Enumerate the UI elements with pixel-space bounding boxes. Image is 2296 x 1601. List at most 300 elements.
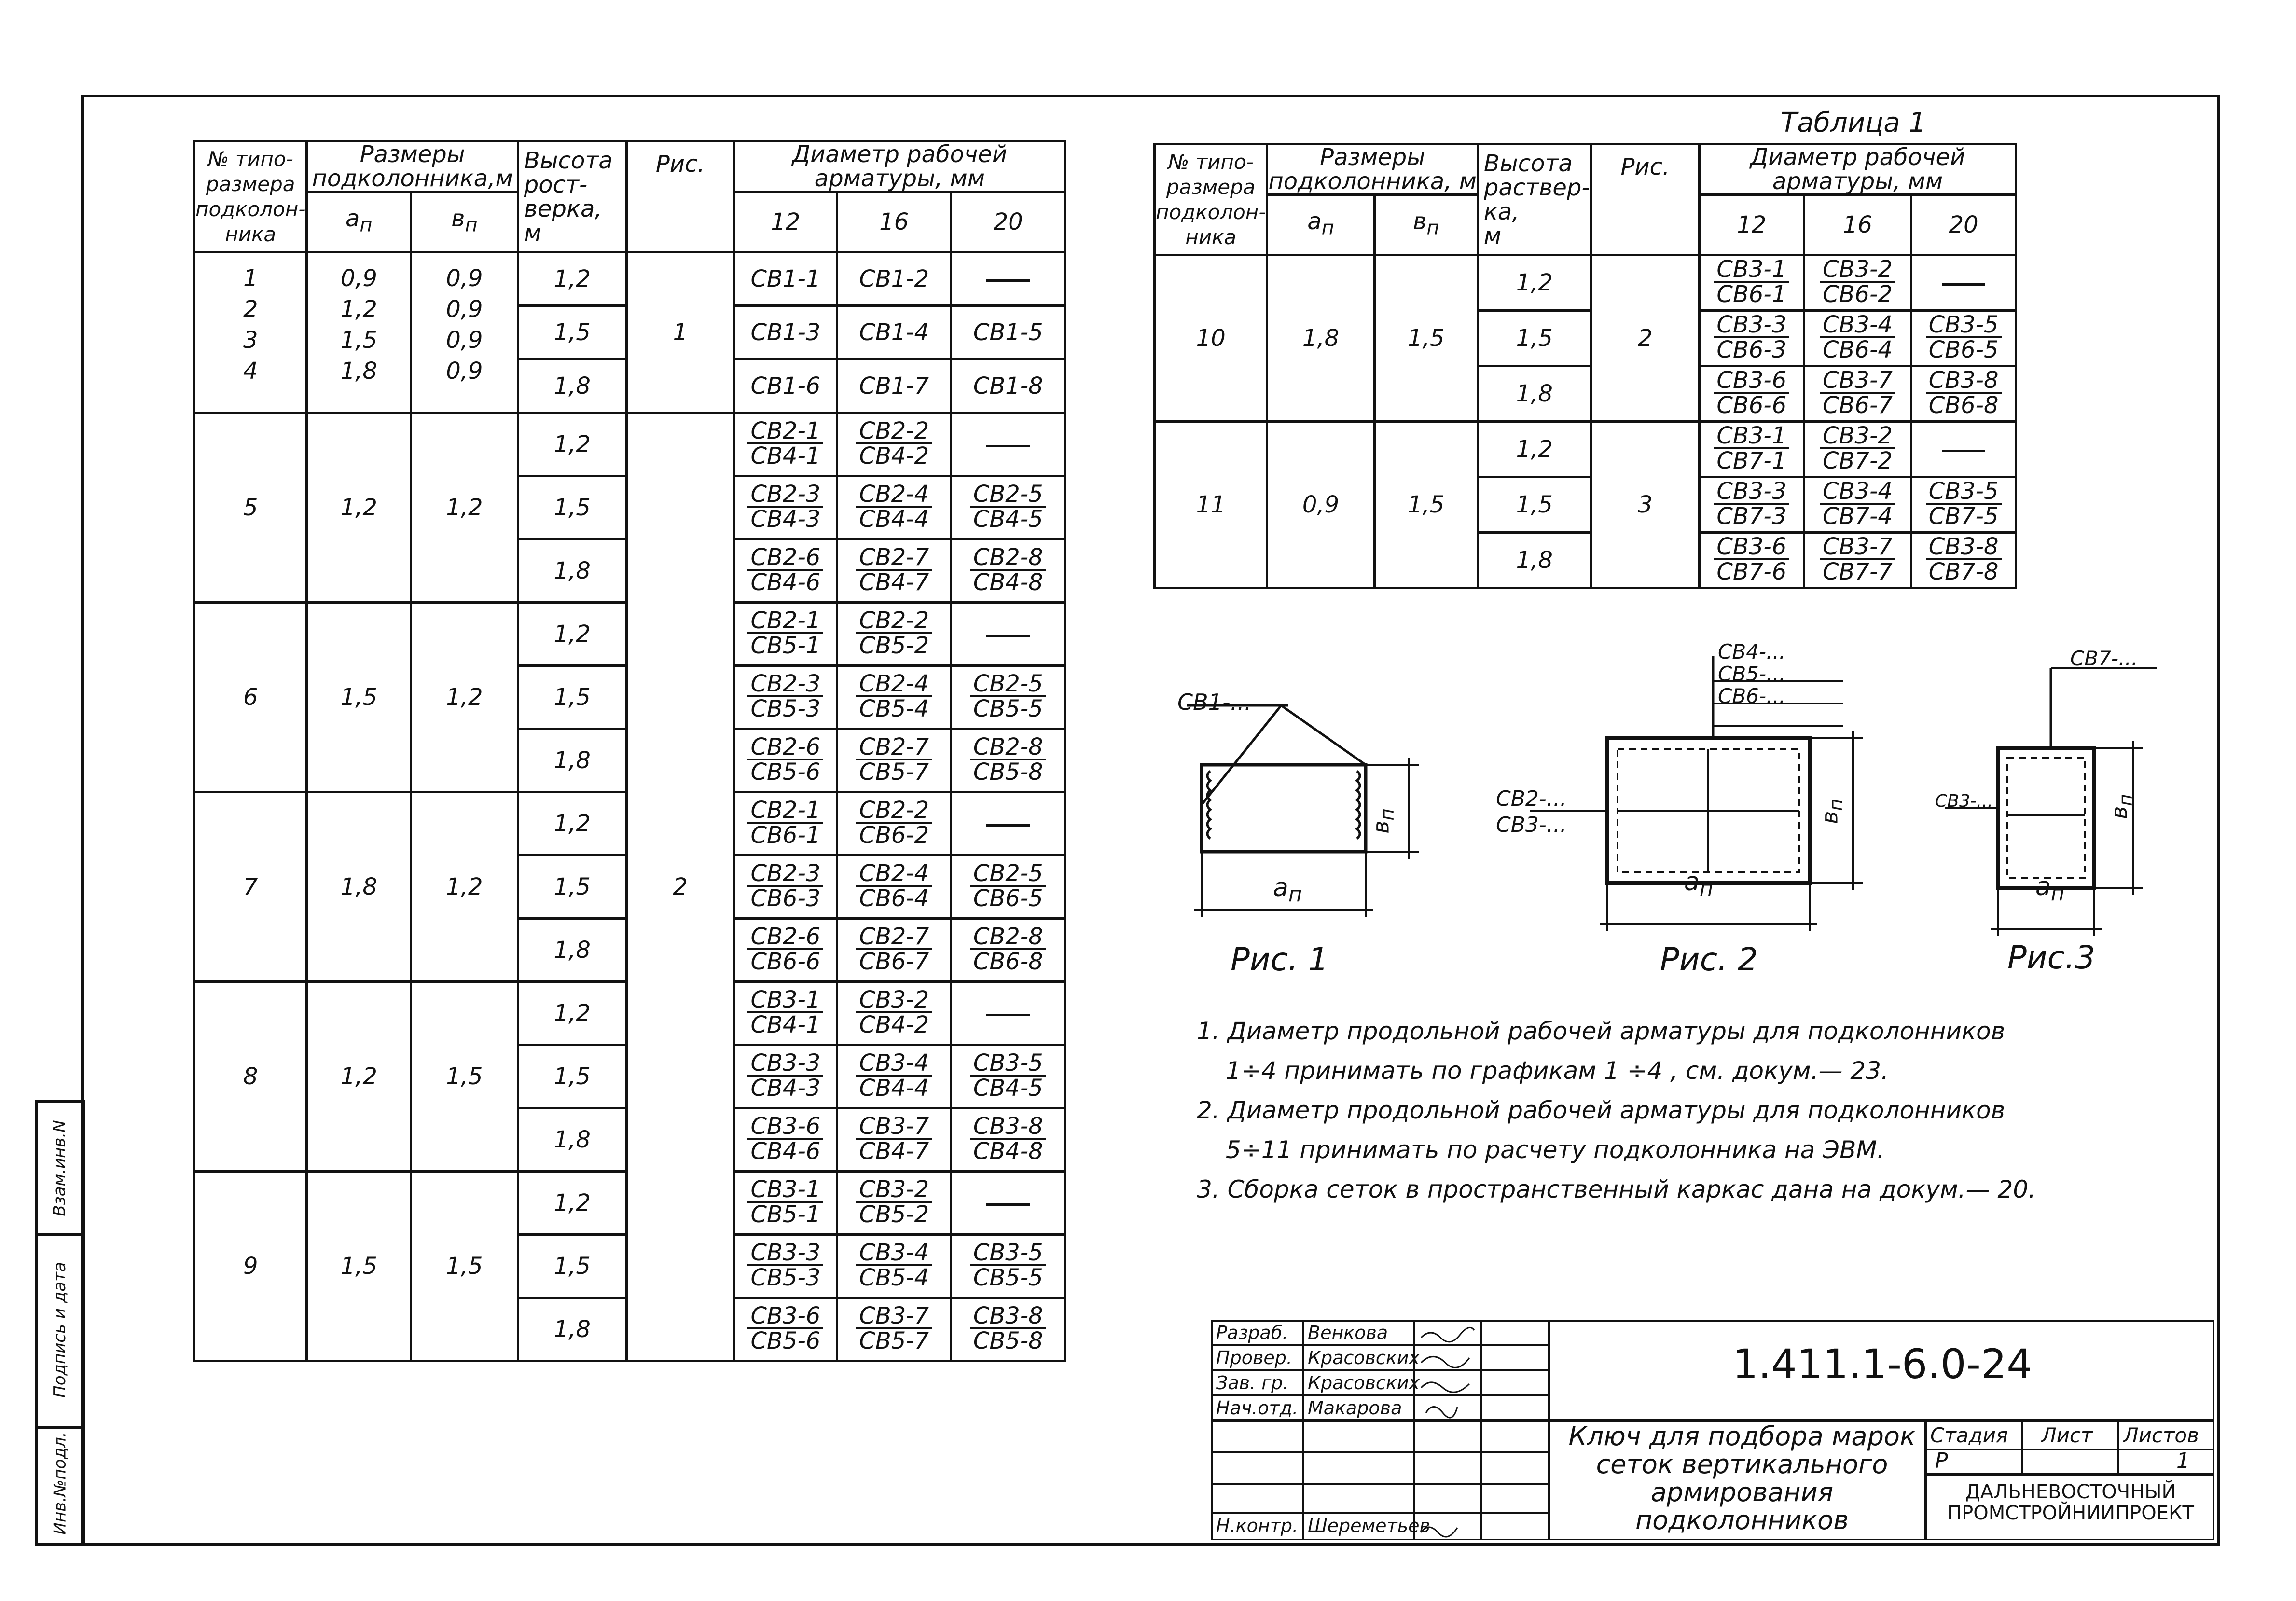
mesh-mark-top: СВ2-1	[747, 419, 823, 444]
cell-mesh-mark	[837, 919, 951, 982]
cell-height	[518, 982, 626, 1045]
cell-value: 1,8	[340, 873, 377, 900]
cell-value: 1	[243, 265, 258, 292]
cell-mesh-mark	[951, 1108, 1065, 1172]
mesh-mark-pair	[856, 925, 932, 973]
height-value: 1,5	[553, 494, 591, 521]
mesh-mark-top: СВ3-3	[1714, 313, 1789, 338]
stage-label: Стадия	[1930, 1423, 2008, 1447]
header-diameter-value: 16	[1842, 211, 1873, 238]
header-cell	[1699, 144, 2016, 195]
mesh-mark-bottom: СВ5-5	[973, 695, 1043, 722]
height-value: 1,8	[553, 373, 591, 400]
cell-mesh-mark	[1699, 311, 1804, 366]
mesh-mark-pair	[1714, 313, 1789, 361]
dim-subscript: п	[1825, 799, 1847, 811]
fig-number: 2	[1638, 325, 1653, 352]
mesh-mark-pair	[856, 735, 932, 784]
fig1-mesh-right	[1357, 771, 1360, 839]
mesh-mark-pair	[747, 988, 823, 1036]
table-row	[1155, 255, 2016, 311]
mesh-mark-pair	[747, 1051, 823, 1100]
cell-value: 1,5	[446, 1063, 483, 1090]
header-b-sub: п	[465, 214, 478, 236]
mesh-mark-top: СВ3-7	[856, 1304, 932, 1329]
fig3-dim-a	[2035, 872, 2064, 906]
signature-scribble	[1421, 1327, 1474, 1342]
height-value: 1,2	[1516, 269, 1553, 296]
mesh-mark-top: СВ2-7	[856, 546, 932, 571]
mesh-mark: СВ1-1	[750, 265, 821, 292]
dim-subscript: п	[1376, 808, 1398, 821]
mesh-mark-pair	[747, 1178, 823, 1226]
mesh-mark-pair	[747, 1241, 823, 1289]
cell-mesh-mark	[1911, 311, 2016, 366]
mesh-mark-bottom: СВ4-2	[859, 1011, 929, 1038]
fig2-dim-b	[1817, 799, 1847, 824]
mesh-mark-top: СВ2-7	[856, 735, 932, 760]
mesh-mark-top: СВ2-4	[856, 483, 932, 508]
mesh-mark-top: СВ2-4	[856, 862, 932, 887]
signature-scribble	[1421, 1357, 1469, 1368]
header-cell	[1267, 195, 1374, 255]
mesh-mark-bottom: СВ4-7	[859, 569, 929, 596]
cell-mesh-mark	[1911, 477, 2016, 533]
cell-height	[1478, 366, 1591, 422]
cell-type	[194, 413, 307, 603]
cell-mesh-mark	[1804, 255, 1911, 311]
mesh-mark-bottom: СВ6-7	[1823, 392, 1893, 419]
header-cell	[1911, 195, 2016, 255]
mesh-mark-top: СВ3-6	[1714, 535, 1789, 560]
mesh-mark-pair	[747, 1304, 823, 1353]
mesh-mark-pair	[747, 609, 823, 657]
height-value: 1,8	[1516, 547, 1553, 574]
mesh-mark-top: СВ3-7	[1820, 369, 1895, 394]
doc-number: 1.411.1-6.0-24	[1732, 1340, 2033, 1388]
mesh-mark-top: СВ3-7	[1820, 535, 1895, 560]
cell-mesh-mark	[837, 1172, 951, 1235]
signature-scribble	[1426, 1407, 1457, 1418]
mesh-mark-top: СВ3-5	[970, 1051, 1046, 1077]
fig1-dim-a	[1273, 873, 1302, 907]
cell-value: 0,9	[446, 296, 483, 323]
no-value-dash	[986, 1203, 1030, 1206]
signatory-name: Красовских	[1308, 1347, 1420, 1368]
dim-letter: в	[1368, 820, 1394, 834]
fig1-caption: Рис. 1	[1231, 941, 1328, 978]
no-value-dash	[1942, 450, 1985, 452]
signatory-role: Нач.отд.	[1216, 1397, 1299, 1419]
sheet-label: Лист	[2041, 1423, 2093, 1447]
mesh-mark-bottom: СВ7-7	[1823, 558, 1893, 585]
cell-mesh-mark	[951, 476, 1065, 539]
mesh-mark-pair	[856, 672, 932, 720]
side-stamp-strip	[35, 1100, 85, 1546]
cell-mesh-mark	[734, 666, 837, 729]
cell-mesh-mark	[1911, 366, 2016, 422]
cell-height	[1478, 255, 1591, 311]
fig1-leader	[1281, 705, 1366, 765]
fig1-leader	[1202, 705, 1281, 805]
mesh-mark-top: СВ3-4	[856, 1051, 932, 1077]
mesh-mark-pair	[747, 925, 823, 973]
mesh-mark: СВ1-8	[973, 373, 1043, 400]
height-value: 1,2	[1516, 436, 1553, 463]
cell-mesh-mark	[951, 1235, 1065, 1298]
cell-value: 1,2	[446, 494, 483, 521]
mesh-mark-top: СВ2-5	[970, 862, 1046, 887]
header-diameter-value: 12	[1737, 211, 1767, 238]
mesh-mark-bottom: СВ6-6	[1716, 392, 1787, 419]
mesh-mark-top: СВ3-2	[856, 988, 932, 1013]
mesh-mark-pair	[747, 546, 823, 594]
cell-mesh-mark	[951, 919, 1065, 982]
signatures	[1416, 1514, 1479, 1540]
cell-height	[518, 1045, 626, 1108]
mesh-mark-top: СВ3-8	[970, 1304, 1046, 1329]
left-table	[193, 140, 1066, 1362]
cell-mesh-mark	[1699, 255, 1804, 311]
cell-height	[1478, 311, 1591, 366]
cell-value: 1,2	[340, 1063, 377, 1090]
cell-mesh-mark	[1699, 422, 1804, 477]
cell-mesh-mark	[734, 539, 837, 603]
cell-mesh-mark	[734, 1235, 837, 1298]
cell-mesh-mark	[837, 792, 951, 856]
mesh-mark-top: СВ3-7	[856, 1115, 932, 1140]
cell-mesh-mark	[837, 413, 951, 476]
mesh-mark-bottom: СВ6-3	[1716, 336, 1787, 363]
dim-subscript: п	[2115, 794, 2137, 806]
mesh-mark-pair	[1820, 424, 1895, 472]
height-value: 1,5	[1516, 325, 1553, 352]
mesh-mark-top: СВ3-8	[1926, 535, 2002, 560]
cell-value: 0,9	[446, 358, 483, 385]
height-value: 1,8	[553, 937, 591, 964]
header-diameter-value: 20	[993, 208, 1023, 235]
height-value: 1,2	[553, 1000, 591, 1027]
fig-number: 3	[1638, 491, 1653, 518]
height-value: 1,8	[553, 1126, 591, 1153]
mesh-mark-pair	[856, 609, 932, 657]
mesh-mark: СВ1-5	[973, 319, 1043, 346]
no-value-dash	[986, 635, 1030, 637]
height-value: 1,5	[553, 1253, 591, 1280]
cell-mesh-mark	[951, 1172, 1065, 1235]
mesh-mark-bottom: СВ4-3	[750, 1075, 821, 1102]
sheets-label: Листов	[2123, 1423, 2199, 1447]
table-caption: Таблица 1	[1781, 107, 1926, 138]
header-fig: Рис.	[655, 151, 705, 178]
header-dims: Размеры подколонника, м	[1268, 144, 1477, 195]
cell-a	[307, 252, 411, 413]
cell-height	[518, 539, 626, 603]
header-cell	[1699, 195, 1804, 255]
height-value: 1,5	[553, 319, 591, 346]
mesh-mark-pair	[1820, 258, 1895, 306]
mesh-mark-top: СВ3-3	[1714, 480, 1789, 505]
mesh-mark-bottom: СВ7-4	[1823, 503, 1893, 530]
cell-mesh-mark	[951, 856, 1065, 919]
header-b: в	[451, 205, 465, 233]
cell-height	[518, 306, 626, 359]
cell-mesh-mark	[951, 539, 1065, 603]
height-value: 1,5	[1516, 491, 1553, 518]
header-cell	[951, 192, 1065, 252]
cell-value: 8	[243, 1063, 258, 1090]
mesh-mark-top: СВ3-6	[747, 1304, 823, 1329]
side-stamp-text: Взам.инв.N	[50, 1120, 69, 1216]
mesh-mark-bottom: СВ4-6	[750, 569, 821, 596]
fig1-section	[1202, 765, 1366, 852]
mesh-mark-bottom: СВ4-4	[859, 506, 929, 533]
header-height: Высота раствер- ка, м	[1483, 150, 1590, 249]
header-b: в	[1413, 208, 1427, 235]
mesh-mark-pair	[970, 483, 1046, 531]
mesh-mark-bottom: СВ5-4	[859, 1264, 929, 1291]
mesh-mark-top: СВ3-8	[970, 1115, 1046, 1140]
cell-mesh-mark	[951, 792, 1065, 856]
stage-value: Р	[1935, 1449, 1948, 1473]
cell-height	[518, 792, 626, 856]
cell-value: 1,8	[1302, 325, 1340, 352]
mesh-mark-pair	[970, 862, 1046, 910]
cell-height	[518, 1172, 626, 1235]
cell-mesh-mark	[1699, 533, 1804, 588]
mesh-mark-bottom: СВ5-6	[750, 1327, 821, 1354]
cell-mesh-mark	[734, 359, 837, 413]
sheet-title: Ключ для подбора марок сеток вертикального армирования подколонников	[1568, 1421, 1916, 1535]
header-a: a	[1307, 208, 1322, 235]
fig2-label-left: СВ3-...	[1496, 813, 1567, 837]
dim-subscript: п	[2050, 882, 2065, 906]
cell-mesh-mark	[951, 1298, 1065, 1361]
no-value-dash	[986, 1014, 1030, 1016]
cell-mesh-mark	[734, 792, 837, 856]
mesh-mark-top: СВ3-5	[970, 1241, 1046, 1266]
header-cell	[307, 192, 411, 252]
cell-height	[518, 666, 626, 729]
cell-value: 1,2	[446, 873, 483, 900]
cell-mesh-mark	[951, 306, 1065, 359]
mesh-mark-bottom: СВ6-1	[1716, 281, 1787, 308]
cell-value: 0,9	[446, 265, 483, 292]
cell-mesh-mark	[1804, 533, 1911, 588]
cell-value: 1,2	[446, 684, 483, 711]
cell-mesh-mark	[951, 982, 1065, 1045]
dim-letter: a	[1684, 868, 1700, 897]
mesh-mark-pair	[1926, 313, 2002, 361]
cell-mesh-mark	[837, 729, 951, 792]
mesh-mark-pair	[856, 546, 932, 594]
header-diameter-value: 16	[879, 208, 909, 235]
dim-subscript: п	[1288, 883, 1302, 907]
mesh-mark-top: СВ2-4	[856, 672, 932, 697]
signatures	[1416, 1323, 1479, 1420]
cell-a	[307, 792, 411, 982]
mesh-mark-bottom: СВ6-2	[1823, 281, 1893, 308]
mesh-mark-top: СВ3-1	[1714, 424, 1789, 449]
mesh-mark-bottom: СВ5-3	[750, 695, 821, 722]
cell-mesh-mark	[837, 539, 951, 603]
mesh-mark-bottom: СВ7-1	[1716, 447, 1787, 474]
mesh-mark-bottom: СВ6-6	[750, 948, 821, 975]
sheets-value: 1	[2176, 1449, 2190, 1473]
header-b-sub: п	[1426, 217, 1439, 239]
cell-mesh-mark	[1699, 477, 1804, 533]
height-value: 1,5	[553, 1063, 591, 1090]
signatory-role: Н.контр.	[1216, 1515, 1299, 1536]
dim-subscript: п	[1699, 877, 1714, 901]
fig2-label-top: СВ6-...	[1718, 684, 1786, 708]
height-value: 1,5	[553, 684, 591, 711]
mesh-mark-bottom: СВ5-2	[859, 632, 929, 659]
mesh-mark: СВ1-2	[859, 265, 929, 292]
mesh-mark-bottom: СВ4-6	[750, 1138, 821, 1165]
no-value-dash	[986, 445, 1030, 447]
no-value-dash	[1942, 283, 1985, 286]
mesh-mark-top: СВ3-6	[1714, 369, 1789, 394]
mesh-mark-bottom: СВ4-1	[750, 442, 821, 469]
cell-mesh-mark	[1804, 311, 1911, 366]
signatory-role: Провер.	[1216, 1347, 1292, 1368]
mesh-mark-top: СВ2-8	[970, 735, 1046, 760]
header-cell	[837, 192, 951, 252]
no-value-dash	[986, 824, 1030, 827]
header-a-sub: п	[360, 214, 373, 236]
mesh-mark-pair	[856, 483, 932, 531]
side-stamp-text: Инв.№подл.	[50, 1432, 70, 1535]
cell-b	[411, 982, 518, 1172]
cell-value: 10	[1196, 325, 1226, 352]
mesh-mark-pair	[970, 1051, 1046, 1100]
mesh-mark-pair	[970, 925, 1046, 973]
mesh-mark-bottom: СВ6-4	[1823, 336, 1893, 363]
mesh-mark-bottom: СВ5-7	[859, 1327, 929, 1354]
mesh-mark-pair	[747, 1115, 823, 1163]
header-dims: Размеры подколонника,м	[312, 141, 513, 192]
cell-type	[194, 792, 307, 982]
mesh-mark-bottom: СВ5-8	[973, 759, 1043, 786]
fig1-label: СВ1-...	[1177, 689, 1252, 715]
mesh-mark-pair	[1714, 258, 1789, 306]
cell-mesh-mark	[951, 603, 1065, 666]
cell-mesh-mark	[1804, 366, 1911, 422]
mesh-mark-bottom: СВ6-4	[859, 885, 929, 912]
cell-value: 1,2	[340, 296, 377, 323]
height-value: 1,8	[553, 747, 591, 774]
cell-mesh-mark	[734, 603, 837, 666]
mesh-mark-bottom: СВ4-5	[973, 506, 1043, 533]
mesh-mark-pair	[1820, 369, 1895, 417]
mesh-mark-bottom: СВ5-2	[859, 1201, 929, 1228]
cell-mesh-mark	[837, 1235, 951, 1298]
cell-height	[518, 1235, 626, 1298]
mesh-mark-top: СВ3-1	[747, 988, 823, 1013]
header-cell	[1267, 144, 1478, 195]
header-cell	[734, 192, 837, 252]
mesh-mark-top: СВ3-5	[1926, 313, 2002, 338]
mesh-mark-pair	[856, 1304, 932, 1353]
mesh-mark-top: СВ3-4	[856, 1241, 932, 1266]
cell-mesh-mark	[1911, 422, 2016, 477]
cell-mesh-mark	[951, 729, 1065, 792]
mesh-mark-pair	[856, 799, 932, 847]
mesh-mark-top: СВ2-2	[856, 609, 932, 634]
mesh-mark-bottom: СВ4-8	[973, 1138, 1043, 1165]
cell-mesh-mark	[734, 729, 837, 792]
mesh-mark-bottom: СВ6-8	[973, 948, 1043, 975]
cell-value: 1,5	[340, 1253, 377, 1280]
signature-scribble	[1421, 1382, 1469, 1392]
mesh-mark-top: СВ2-8	[970, 925, 1046, 950]
signatory-name: Макарова	[1308, 1397, 1402, 1419]
cell-mesh-mark	[1911, 533, 2016, 588]
cell-b	[411, 603, 518, 792]
header-cell	[411, 192, 518, 252]
mesh-mark-top: СВ2-2	[856, 419, 932, 444]
height-value: 1,2	[553, 1189, 591, 1216]
mesh-mark-pair	[1820, 313, 1895, 361]
header-cell	[194, 141, 307, 252]
cell-mesh-mark	[837, 252, 951, 306]
cell-b	[411, 792, 518, 982]
cell-height	[518, 1298, 626, 1361]
cell-fig	[1591, 255, 1699, 422]
mesh-mark-pair	[1926, 369, 2002, 417]
mesh-mark-bottom: СВ5-1	[750, 1201, 821, 1228]
mesh-mark-pair	[1714, 535, 1789, 583]
mesh-mark-pair	[856, 1241, 932, 1289]
mesh-mark-top: СВ2-6	[747, 735, 823, 760]
cell-value: 0,9	[446, 327, 483, 354]
height-value: 1,8	[553, 557, 591, 584]
mesh-mark-bottom: СВ7-8	[1928, 558, 1999, 585]
cell-height	[1478, 422, 1591, 477]
height-value: 1,8	[1516, 380, 1553, 407]
cell-mesh-mark	[837, 856, 951, 919]
header-type: № типо- размера подколон- ника	[1156, 150, 1266, 249]
header-cell	[1804, 195, 1911, 255]
mesh-mark-bottom: СВ7-5	[1928, 503, 1999, 530]
mesh-mark-bottom: СВ4-1	[750, 1011, 821, 1038]
mesh-mark-top: СВ2-8	[970, 546, 1046, 571]
dim-letter: в	[2106, 806, 2132, 819]
cell-height	[518, 729, 626, 792]
mesh-mark-bottom: СВ4-3	[750, 506, 821, 533]
signatory-name: Красовских	[1308, 1372, 1420, 1394]
cell-a	[1267, 422, 1374, 588]
cell-value: 1,5	[1408, 491, 1445, 518]
mesh-mark-pair	[856, 988, 932, 1036]
right-table	[1153, 143, 2017, 589]
mesh-mark-top: СВ2-5	[970, 483, 1046, 508]
side-stamp-cell	[38, 1103, 82, 1236]
cell-value: 3	[243, 327, 258, 354]
cell-value: 2	[243, 296, 258, 323]
cell-mesh-mark	[837, 306, 951, 359]
cell-height	[518, 252, 626, 306]
cell-mesh-mark	[734, 1108, 837, 1172]
signatory-name: Венкова	[1308, 1322, 1388, 1343]
height-value: 1,2	[553, 810, 591, 837]
mesh-mark-top: СВ3-8	[1926, 369, 2002, 394]
mesh-mark-bottom: СВ7-2	[1823, 447, 1893, 474]
mesh-mark-bottom: СВ4-7	[859, 1138, 929, 1165]
cell-value: 1,5	[1408, 325, 1445, 352]
header-cell	[1591, 144, 1699, 255]
